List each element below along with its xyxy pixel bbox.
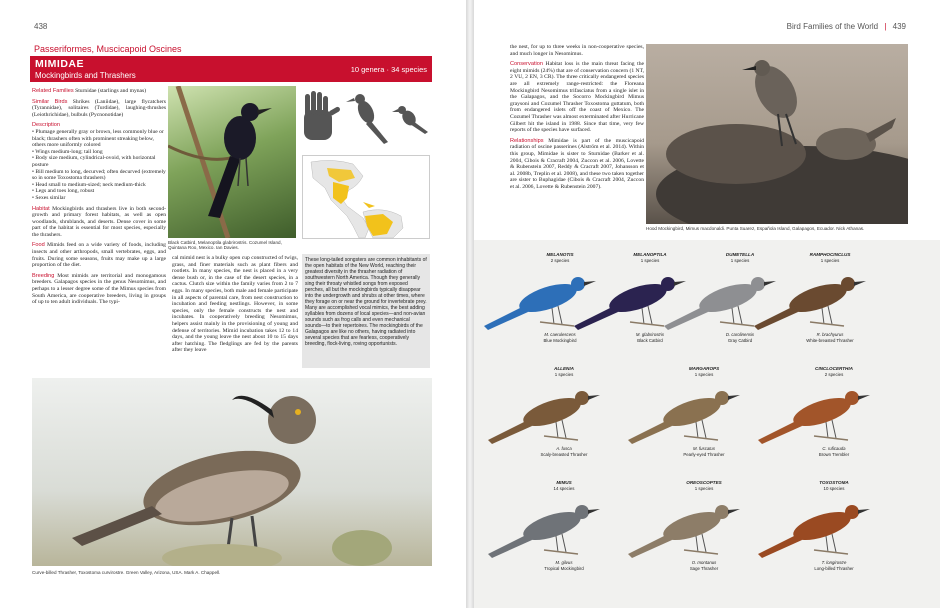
bird-common-name: Scaly-breasted Thrasher (540, 452, 588, 457)
bird-plate-entry (758, 480, 870, 571)
bird-genus: OREOSCOPTES (686, 480, 722, 485)
text-column-2: cal mimid nest is a bulky open cup constructed of twigs, grass, and finer materials such as plant fibers and rootlets. In many species, the nest is placed in a very dense bush or, in the case of the desert species, in a cactus. Clutch size within the family varies from 2 to 7 eggs. In many species, both male and female participate in all aspects of parental care, from nest construction to incubation and feeding nestlings. However, in some species, only the female constructs the nest and incubates. In cooperatively breeding Nesomimus, helpers assist mainly in the provisioning of young and defense of territories. Mimid incubation takes 12 to 14 days, and the young leave the nest about 10 to 15 days after hatching. The fledglings are fed by the parents after they leave (172, 255, 298, 354)
genera-count: 10 genera · 34 species (350, 65, 427, 74)
bird-genus: ALLENIA (554, 366, 574, 371)
bird-common-name: Brown Trembler (818, 452, 850, 457)
bird-common-name: Blue Mockingbird (543, 338, 577, 343)
description-item: • Head small to medium-sized; neck medium-thick (32, 182, 166, 189)
bird-plate-illustrations (474, 240, 940, 608)
related-families-label: Related Families (32, 88, 74, 94)
bird-illustration (758, 391, 870, 444)
small-bird-silhouette-icon (392, 106, 428, 134)
bird-illustration (484, 277, 596, 330)
intro-box-text: These long-tailed songsters are common inhabitants of the open habitats of the New World, reaching their greatest diversity in the thrasher radiation of southwestern North America. Though they generally sing their throaty whistled songs from exposed perches, all but the mockingbirds typically disappear into the undergrowth and shrubs at other times, where they forage on or near the ground for invertebrate prey. Many are accomplished vocal mimics, the best adding syllables from dozens of local species—and non-avian sounds such as frog calls and even mechanical sounds—to their repertoires. The mockingbirds of the Galapagos are like no others, having radiated into several species that are fearless, cooperatively breeding, flock-living, roving opportunists. (305, 257, 427, 347)
photo-caption-right: Hood Mockingbird, Mimus macdonaldi. Punta Suarez, Española Island, Galapagos, Ecuador. Nick Athanas. (646, 226, 865, 231)
section-title: Passeriformes, Muscicapoid Oscines (34, 44, 182, 54)
bird-scientific-name: C. ruficauda (822, 446, 846, 451)
description-list (32, 129, 166, 202)
bird-common-name: Black Catbird (637, 338, 663, 343)
bird-genus: MELANOTIS (546, 252, 574, 257)
bird-genus: MELANOPTILA (633, 252, 667, 257)
bird-common-name: Gray Catbird (727, 338, 753, 343)
similar-birds-label: Similar Birds (32, 98, 68, 105)
related-families-text: Sturnidae (starlings and mynas) (75, 88, 147, 94)
bird-illustration (628, 505, 740, 558)
description-item: • Plumage generally gray or brown, less commonly blue or black; thrashers often with prominent streaking below, others more uniformly colored (32, 129, 166, 149)
bird-species-count: 1 species (554, 372, 574, 377)
bird-species-count: 1 species (694, 372, 714, 377)
continued-text: the nest, for up to three weeks in non-cooperative species, and much longer in Nesomimus. (510, 44, 644, 57)
bird-species-count: 1 species (820, 258, 840, 263)
bird-plate-entry (628, 366, 740, 457)
book-title: Bird Families of the World (786, 22, 879, 31)
bird-illustration (574, 277, 686, 330)
family-name: MIMIDAE (35, 58, 84, 70)
bird-scientific-name: M. gilvus (555, 560, 573, 565)
text-column-right (510, 44, 644, 190)
photo-caption-bottom: Curve-billed Thrasher, Toxostoma curvirostre. Green Valley, Arizona, USA. Mark A. Chappell. (32, 570, 221, 575)
bird-plate-entry (488, 480, 600, 571)
habitat-text: Mockingbirds and thrashers live in both second-growth and primary forest habitats, as well as open woodlands, shrublands, and deserts. Dense cover in some part of the habitat is essential for most species, especially the thrashers. (32, 205, 167, 238)
bird-genus: DUMETELLA (725, 252, 755, 257)
bird-common-name: Tropical Mockingbird (544, 566, 584, 571)
bird-species-count: 1 species (730, 258, 750, 263)
size-silhouettes (302, 90, 432, 146)
bird-illustration (664, 277, 776, 330)
bird-species-count: 10 species (823, 486, 845, 491)
large-bird-silhouette-icon (346, 94, 388, 144)
hand-silhouette-icon (304, 91, 341, 140)
bird-illustration (488, 505, 600, 558)
curve-billed-thrasher-photo (32, 378, 432, 566)
bird-scientific-name: O. montanus (691, 560, 717, 565)
bird-common-name: Pearly-eyed Thrasher (683, 452, 725, 457)
bird-scientific-name: R. brachyurus (816, 332, 844, 337)
photo-caption-top: Black Catbird, Melanoptila glabrirostris. Cozumel Island, Quintana Roo, Mexico. Ian Davies. (168, 240, 282, 251)
bird-illustration (628, 391, 740, 444)
bird-genus: MARGAROPS (688, 366, 720, 371)
habitat-label: Habitat (32, 205, 50, 212)
description-item: • Legs and toes long, robust (32, 188, 166, 195)
left-page (0, 0, 466, 608)
black-catbird-photo (168, 86, 296, 238)
hood-mockingbird-photo (646, 44, 908, 224)
bird-scientific-name: D. carolinensis (725, 332, 755, 337)
similar-birds-text: Shrikes (Laniidae), large flycatchers (Tyrannidae), solitaires (Turdidae), laughing-thrushes (Leiothrichidae), bulbuls (Pycnonotidae) (32, 98, 166, 118)
description-item: • Wings medium-long; tail long (32, 149, 166, 156)
relationships-text: Mimidae is part of the muscicapoid radiation of oscine passerines (Alström et al. 2014). Within this group, Mimidae is sister to Sturnidae (Barker et al. 2004, Cibois & Cracraft 2004, Zuccon et al. 2006, Lovette & Rubenstein 2007, Reddy & Cracraft 2007, Johansson et al. 2008b, Treplin et al. 2008), and these two taken together are sister to Buphagidae (Cibois & Cracraft 2004, Zuccon et al. 2006, Lovette & Rubenstein 2007). (510, 137, 644, 190)
description-item: • Body size medium, cylindrical-ovoid, with horizontal posture (32, 155, 166, 168)
family-banner (30, 56, 432, 82)
bird-genus: RAMPHOCINCLUS (809, 252, 851, 257)
food-label: Food (32, 242, 45, 249)
breeding-text: Most mimids are territorial and monogamous breeders. Galapagos species in the genus Nesomimus, and perhaps to a lesser degree some of the Mimus species from South America, are cooperative breeders, living in groups of up to ten adult individuals. The typi- (32, 272, 166, 306)
black-catbird-illustration (168, 86, 296, 238)
running-header: Bird Families of the World | 439 (786, 22, 906, 31)
bird-scientific-name: T. longirostre (821, 560, 847, 565)
description-label: Description (32, 122, 60, 129)
bird-scientific-name: M. fuscatus (693, 446, 715, 451)
bird-common-name: White-breasted Thrasher (806, 338, 854, 343)
bird-illustration (758, 505, 870, 558)
page-number-left: 438 (34, 22, 48, 31)
bird-species-count: 2 species (550, 258, 570, 263)
bird-genus: MIMUS (556, 480, 572, 485)
bird-plate-entry (758, 366, 870, 457)
bird-species-count: 14 species (553, 486, 575, 491)
range-map (302, 155, 430, 239)
bird-species-count: 1 species (640, 258, 660, 263)
bird-scientific-name: M. glabrirostris (635, 332, 665, 337)
bird-common-name: Long-billed Thrasher (814, 566, 854, 571)
food-text: Mimids feed on a wide variety of foods, including insects and other arthropods, small vertebrates, eggs, and fruits. During some seasons, fruits may make up a large proportion of the diet. (32, 242, 166, 269)
bird-species-count: 2 species (824, 372, 844, 377)
bird-genus: CINCLOCERTHIA (815, 366, 853, 371)
bird-plate-entry (488, 366, 600, 457)
breeding-label: Breeding (32, 272, 55, 279)
bird-plate (474, 240, 940, 608)
intro-box (302, 254, 430, 368)
bird-scientific-name: A. fusca (556, 446, 572, 451)
relationships-label: Relationships (510, 137, 544, 144)
page-number-right: 439 (892, 22, 906, 31)
thrasher-illustration (32, 378, 432, 566)
bird-plate-entry (754, 252, 866, 343)
conservation-text: Habitat loss is the main threat facing the eight mimids (24%) that are of conservation concern (1 NT, 2 VU, 2 EN, 3 CR). The three critically endangered species are all extremely range-restricted: the Floreana Mockingbird Nesomimus trifasciatus from a single islet in the Galapagos, and the Socorro Mockingbird Mimus graysoni and Cozumel Thrasher Toxostoma guttatum, both from endangered islets off the coast of Mexico. The Cozumel Thrasher was almost exterminated after Hurricane Gilbert hit the island in 1988. Since that time, very few reports of the species have surfaced. (510, 61, 644, 134)
conservation-label: Conservation (510, 61, 543, 68)
book-gutter (466, 0, 474, 608)
bird-genus: TOXOSTOMA (819, 480, 849, 485)
bird-illustration (488, 391, 600, 444)
mockingbird-illustration (646, 44, 908, 224)
right-page (474, 0, 940, 608)
bird-plate-entry (628, 480, 740, 571)
bird-species-count: 1 species (694, 486, 714, 491)
bird-illustration (754, 277, 866, 330)
description-item: • Sexes similar (32, 195, 166, 202)
text-column-1 (32, 88, 166, 306)
bird-common-name: Sage Thrasher (689, 566, 719, 571)
family-common-name: Mockingbirds and Thrashers (35, 71, 136, 80)
bird-scientific-name: M. caerulescens (544, 332, 576, 337)
description-item: • Bill medium to long, decurved; often decurved (extremely so in some Toxostoma thrashers) (32, 169, 166, 182)
